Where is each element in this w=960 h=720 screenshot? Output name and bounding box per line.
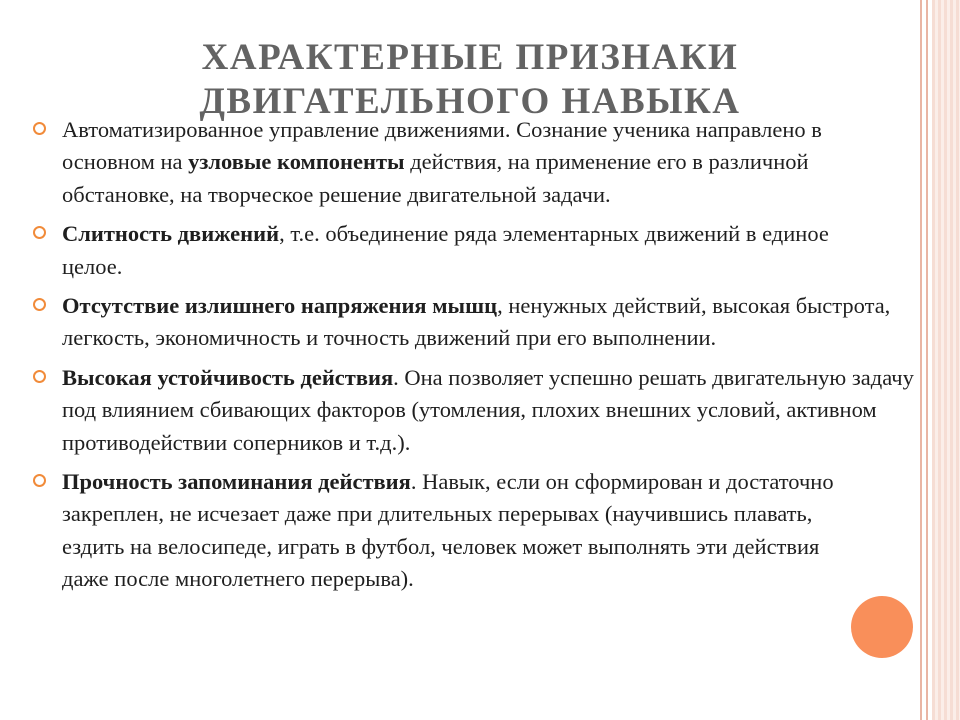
- ring-bullet-icon: [33, 226, 46, 239]
- ring-bullet-icon: [33, 370, 46, 383]
- item-bold: Слитность движений: [62, 221, 280, 247]
- item-bold: Отсутствие излишнего напряжения мышц: [62, 293, 498, 319]
- page-title: [120, 36, 820, 124]
- item-bold: узловые компоненты: [188, 149, 405, 175]
- bullet-list: [62, 114, 932, 603]
- item-text: . Навык, если он сформирован и достаточно закреплен, не исчезает даже при длительных перерывах (научившись плавать, ездить на велосипеде, играть в футбол, человек может выполнять эти действия даже после многолетнего перерыва).: [62, 469, 834, 592]
- list-item: [62, 466, 834, 596]
- list-item: [62, 218, 862, 283]
- decorative-orange-circle: [851, 596, 913, 658]
- list-item: [62, 362, 924, 459]
- item-bold: Высокая устойчивость действия: [62, 364, 394, 390]
- ring-bullet-icon: [33, 122, 46, 135]
- item-text: , т.е. объединение ряда элементарных движений в единое целое.: [62, 221, 829, 279]
- list-item: [62, 114, 920, 211]
- item-text: Автоматизированное управление движениями. Сознание ученика направлено в основном на: [62, 117, 822, 175]
- title-line-2: ДВИГАТЕЛЬНОГО НАВЫКА: [199, 81, 741, 122]
- list-item: [62, 290, 912, 355]
- item-text: , ненужных действий, высокая быстрота, легкость, экономичность и точность движений при его выполнении.: [62, 293, 891, 351]
- item-bold: Прочность запоминания действия: [62, 469, 411, 495]
- ring-bullet-icon: [33, 298, 46, 311]
- item-text: действия, на применение его в различной обстановке, на творческое решение двигательной задачи.: [62, 149, 809, 207]
- title-line-1: ХАРАКТЕРНЫЕ ПРИЗНАКИ: [201, 37, 739, 78]
- frame-band: [932, 0, 960, 720]
- ring-bullet-icon: [33, 474, 46, 487]
- item-text: . Она позволяет успешно решать двигательную задачу под влиянием сбивающих факторов (утомления, плохих внешних условий, активном противодействии соперников и т.д.).: [62, 364, 914, 455]
